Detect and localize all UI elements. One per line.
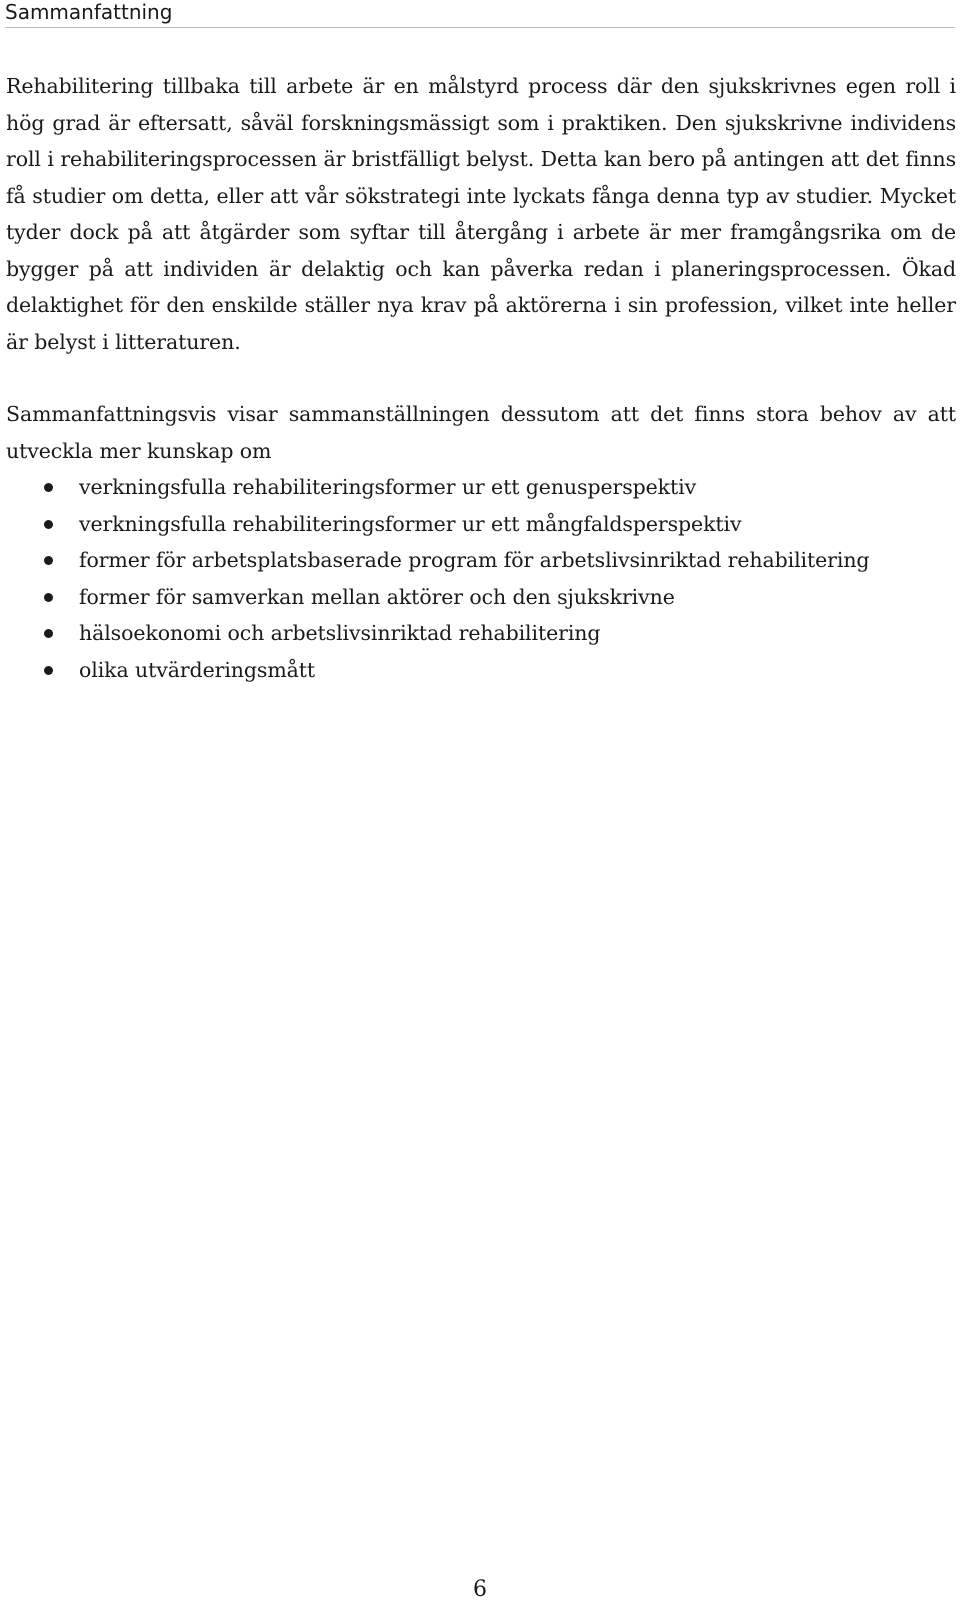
list-item xyxy=(6,579,956,616)
list-item-text: verkningsfulla rehabiliteringsformer ur ett mångfaldsperspektiv xyxy=(79,511,742,536)
bullet-icon xyxy=(44,629,53,638)
list-item-text: hälsoekonomi och arbetslivsinriktad rehabilitering xyxy=(79,621,601,645)
list-item xyxy=(6,542,956,579)
knowledge-needs-list xyxy=(6,469,956,688)
running-header: Sammanfattning xyxy=(5,0,955,28)
list-item xyxy=(6,652,956,689)
list-item-text: verkningsfulla rehabiliteringsformer ur ett genusperspektiv xyxy=(79,475,697,499)
bullet-icon xyxy=(44,556,53,565)
page-number: 6 xyxy=(473,1577,487,1602)
list-item xyxy=(6,469,956,506)
list-item xyxy=(6,615,956,652)
main-content xyxy=(6,68,956,688)
bullet-icon xyxy=(44,520,53,529)
list-item-text: former för samverkan mellan aktörer och den sjukskrivne xyxy=(79,584,675,609)
paragraph-summary: Sammanfattningsvis visar sammanställningen dessutom att det finns stora behov av att utveckla mer kunskap om xyxy=(6,402,956,463)
paragraph-intro: Rehabilitering tillbaka till arbete är en målstyrd process där den sjukskrivnes egen roll i hög grad är eftersatt, såväl forskningsmässigt som i praktiken. Den sjukskrivne individens roll i rehabiliteringsprocessen är bristfälligt belyst. Detta kan bero på antingen att det finns få studier om detta, eller att vår sökstrategi inte lyckats fånga denna typ av studier. Mycket tyder dock på att åtgärder som syftar till återgång i arbete är mer framgångsrika om de bygger på att individen är delaktig och kan påverka redan i planeringsprocessen. Ökad delaktighet för den enskilde ställer nya krav på aktörerna i sin profession, vilket inte heller är belyst i litteraturen. xyxy=(6,74,956,354)
list-item xyxy=(6,506,956,543)
bullet-icon xyxy=(44,593,53,602)
list-item-text: former för arbetsplatsbaserade program för arbetslivsinriktad rehabilitering xyxy=(79,548,870,572)
bullet-icon xyxy=(44,666,53,675)
bullet-icon xyxy=(44,483,53,492)
list-item-text: olika utvärderingsmått xyxy=(79,657,316,682)
